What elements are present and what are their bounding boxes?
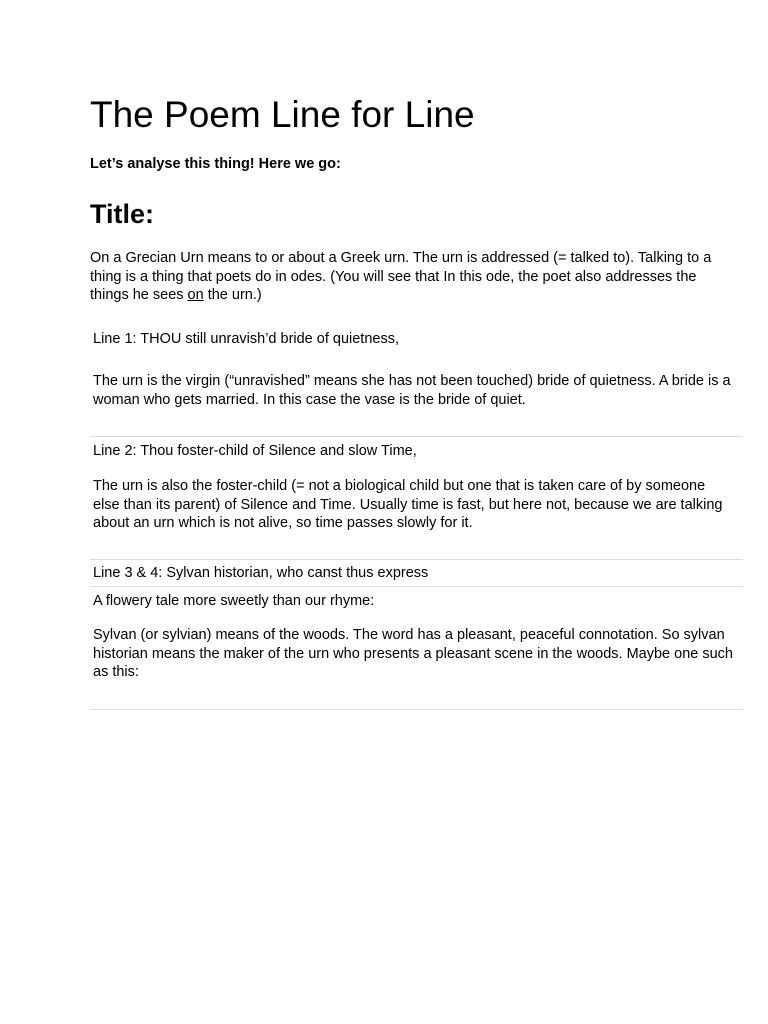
table-row [90,587,743,709]
table-row [90,437,743,559]
row-divider [90,709,743,710]
intro-text-start: On a Grecian Urn means to or about a Greek urn. The urn is addressed (= talked to). Talking to a thing is a thing that poets do in odes. (You will see that In this ode, the poet also addresses the things he sees [90,250,712,303]
intro-underlined-word: on [187,287,204,303]
page-title: The Poem Line for Line [90,94,475,135]
table-row [90,560,743,586]
intro-text-end: the urn.) [203,287,262,303]
poem-line: Line 3 & 4: Sylvan historian, who canst thus express [93,565,429,581]
line-note: The urn is the virgin (“unravished” means she has not been touched) bride of quietness. A bride is a woman who gets married. In this case the vase is the bride of quiet. [93,373,731,408]
poem-line: Line 1: THOU still unravish’d bride of quietness, [93,331,399,347]
poem-line-continued: A flowery tale more sweetly than our rhyme: [93,593,375,609]
line-note: The urn is also the foster-child (= not a biological child but one that is taken care of by someone else than its parent) of Silence and Time. Usually time is fast, but here not, because we are talking about an urn which is not alive, so time passes slowly for it. [93,478,723,531]
line-note: Sylvan (or sylvian) means of the woods. The word has a pleasant, peaceful connotation. So sylvan historian means the maker of the urn who presents a pleasant scene in the woods. Maybe one such as this: [93,627,733,680]
poem-line: Line 2: Thou foster-child of Silence and slow Time, [93,443,417,459]
section-heading-title: Title: [90,199,155,229]
page-subtitle: Let’s analyse this thing! Here we go: [90,156,341,172]
intro-paragraph [90,249,730,305]
table-row [90,322,743,436]
